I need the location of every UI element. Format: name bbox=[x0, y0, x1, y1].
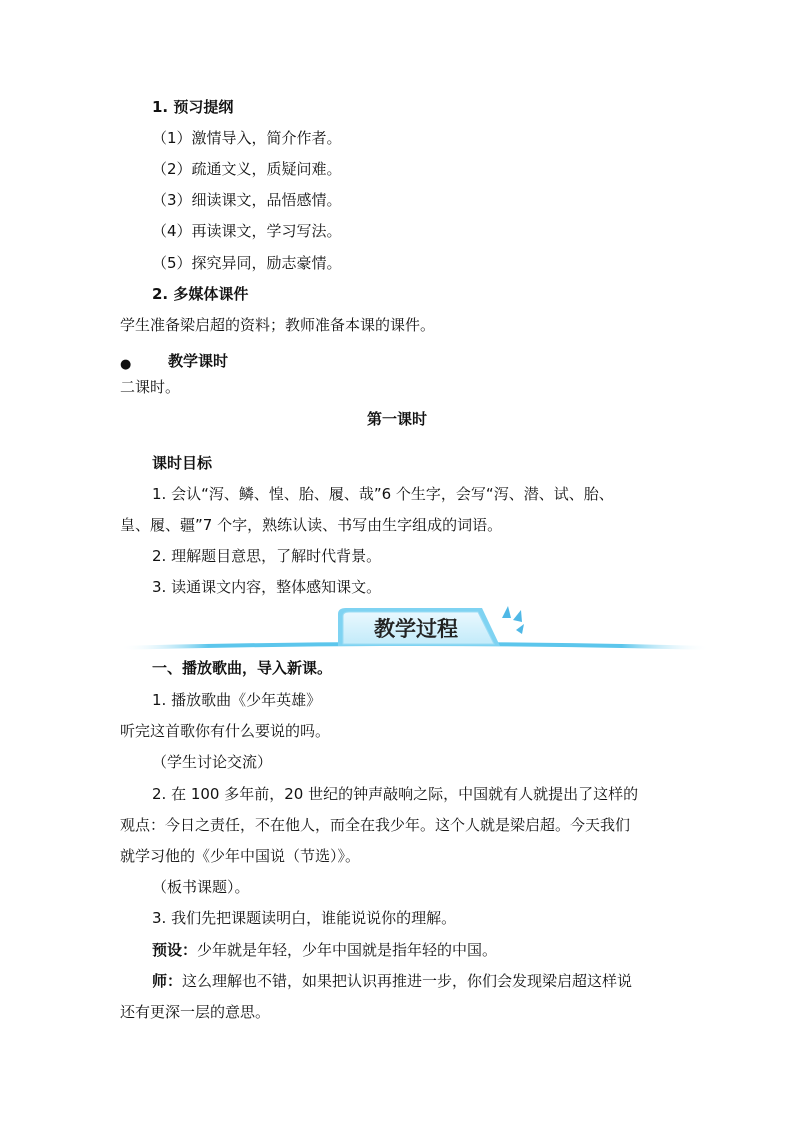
process-p5: （板书课题）。 bbox=[152, 878, 250, 896]
goal-2: 2. 理解题目意思，了解时代背景。 bbox=[152, 547, 382, 565]
process-p6: 3. 我们先把课题读明白，谁能说说你的理解。 bbox=[152, 909, 457, 927]
prep-item-2: （2）疏通文义，质疑问难。 bbox=[152, 160, 342, 178]
bullet-icon: ● bbox=[120, 357, 132, 372]
process-p2: 听完这首歌你有什么要说的吗。 bbox=[120, 722, 331, 740]
goal-1-line-2: 皇、履、疆”7 个字，熟练认读、书写由生字组成的词语。 bbox=[120, 516, 503, 534]
banner-label: 教学过程 bbox=[374, 617, 458, 641]
teaching-hours-title: 教学课时 bbox=[168, 352, 229, 370]
teaching-process-banner bbox=[120, 604, 710, 652]
process-p4-line-1: 2. 在 100 多年前，20 世纪的钟声敲响之际，中国就有人就提出了这样的 bbox=[152, 785, 639, 803]
goal-3: 3. 读通课文内容，整体感知课文。 bbox=[152, 578, 382, 596]
prep-item-5: （5）探究异同，励志豪情。 bbox=[152, 254, 342, 272]
first-lesson-title: 第一课时 bbox=[366, 410, 427, 428]
process-p4-line-3: 就学习他的《少年中国说（节选）》。 bbox=[120, 847, 361, 865]
preset-text: 少年就是年轻，少年中国就是指年轻的中国。 bbox=[197, 941, 498, 959]
process-p7 bbox=[152, 940, 497, 960]
teacher-label: 师： bbox=[152, 972, 183, 990]
process-p8-line-2: 还有更深一层的意思。 bbox=[120, 1003, 271, 1021]
lesson-goals-title: 课时目标 bbox=[152, 454, 213, 472]
preset-label: 预设： bbox=[152, 941, 198, 959]
media-title: 2. 多媒体课件 bbox=[152, 285, 249, 303]
prep-item-3: （3）细读课文，品悟感情。 bbox=[152, 191, 342, 209]
prep-item-4: （4）再读课文，学习写法。 bbox=[152, 222, 342, 240]
prep-outline-title: 1. 预习提纲 bbox=[152, 98, 234, 116]
process-p8-line-1 bbox=[152, 971, 632, 991]
media-text: 学生准备梁启超的资料；教师准备本课的课件。 bbox=[120, 316, 436, 334]
process-p4-line-2: 观点：今日之责任，不在他人，而全在我少年。这个人就是梁启超。今天我们 bbox=[120, 816, 631, 834]
prep-item-1: （1）激情导入，简介作者。 bbox=[152, 129, 342, 147]
process-p3: （学生讨论交流） bbox=[152, 753, 273, 771]
teaching-hours-text: 二课时。 bbox=[120, 378, 181, 396]
section-1-title: 一、播放歌曲，导入新课。 bbox=[152, 659, 333, 677]
teacher-text: 这么理解也不错，如果把认识再推进一步，你们会发现梁启超这样说 bbox=[182, 972, 633, 990]
process-p1: 1. 播放歌曲《少年英雄》 bbox=[152, 691, 322, 709]
goal-1-line-1: 1. 会认“泻、鳞、惶、胎、履、哉”6 个生字，会写“泻、潜、试、胎、 bbox=[152, 485, 614, 503]
